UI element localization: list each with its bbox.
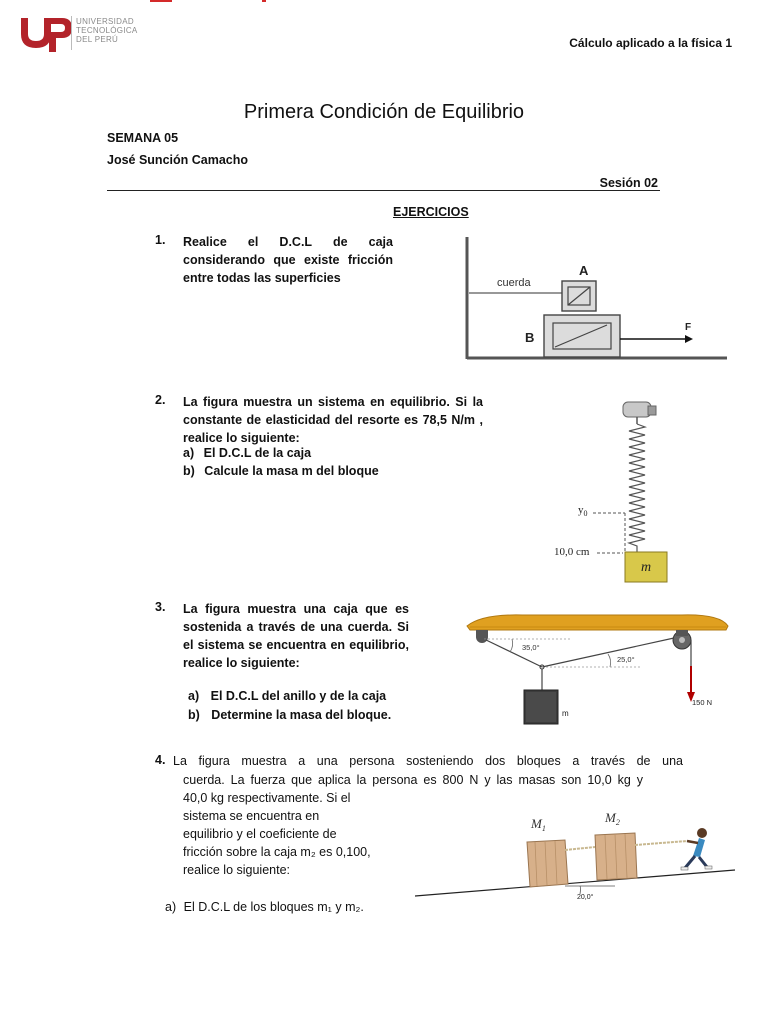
exercise-2-item-b [183,464,379,478]
top-edge-mark [150,0,172,2]
force-150n-label: 150 N [692,698,713,707]
exercise-4-item-a [165,900,364,914]
exercise-4-item-a-letter: a) [165,900,177,914]
logo-text-line-2: TECNOLÓGICA [76,26,138,35]
exercise-1-number: 1. [155,233,166,247]
logo-text-line-1: UNIVERSIDAD [76,17,134,26]
m2-label: $M_2$ [605,810,620,827]
exercise-4-line-5: equilibrio y el coeficiente de [183,827,337,841]
session-label: Sesión 02 [599,176,658,190]
exercise-3-figure [462,606,732,736]
exercise-3-item-a [188,689,386,703]
exercise-2-item-b-letter: b) [183,464,195,478]
exercise-4-line-2: cuerda. La fuerza que aplica la persona es 800 N y las masas son 10,0 kg y [183,773,643,787]
author-name: José Sunción Camacho [107,153,249,167]
distance-label: 10,0 cm [554,546,590,558]
person-figure [681,828,712,870]
rope-label: cuerda [497,277,531,289]
week-label: SEMANA 05 [107,131,179,145]
exercise-4-text [173,752,683,771]
exercise-3-item-a-text: El D.C.L del anillo y de la caja [210,689,387,703]
exercise-2-figure [545,396,680,586]
exercise-2-item-b-text: Calcule la masa m del bloque [204,464,379,478]
exercise-3-item-b-text: Determine la masa del bloque. [211,708,392,722]
exercise-1-figure [455,235,730,375]
utp-logo-mark-icon [18,14,74,54]
section-heading: EJERCICIOS [393,205,469,219]
exercise-3-item-b-letter: b) [188,708,200,722]
exercise-3-item-a-letter: a) [188,689,200,703]
exercise-2-number: 2. [155,393,166,407]
incline-angle-label: 20,0° [577,894,594,901]
exercise-4-item-a-text: El D.C.L de los bloques m₁ y m₂. [183,900,364,914]
exercise-2-item-a-text: El D.C.L de la caja [203,446,312,460]
exercise-4-line-4: sistema se encuentra en [183,809,320,823]
header-rule [107,190,660,191]
exercise-3-text: La figura muestra una caja que es sostenida a través de una cuerda. Si el sistema se encuentra en equilibrio, realice lo siguiente: [183,602,409,670]
y0-label: $y_0$ [578,504,588,518]
exercise-4-line-7: realice lo siguiente: [183,863,291,877]
exercise-4-figure [415,800,737,910]
m1-label: $M_1$ [531,816,546,833]
page-title: Primera Condición de Equilibrio [243,101,525,123]
mass-m-label: m [641,560,652,575]
logo-text-line-3: DEL PERÚ [76,35,119,44]
utp-logo [18,14,138,54]
exercise-3-item-b [188,708,391,722]
block-b-label: B [525,330,535,345]
course-title: Cálculo aplicado a la física 1 [569,36,732,50]
force-f-label: F [685,322,692,333]
top-edge-mark-2 [262,0,266,2]
exercise-1-text: Realice el D.C.L de caja considerando que existe fricción entre todas las superficies [183,235,393,285]
exercise-3-number: 3. [155,600,166,614]
exercise-4-line-1: La figura muestra a una persona sosteniendo dos bloques a través de una [173,754,683,768]
exercise-2-item-a [183,446,311,460]
angle-25-label: 25,0° [617,655,635,664]
block-a-label: A [579,263,589,278]
exercise-3-mass-label: m [562,709,569,718]
exercise-2-text: La figura muestra un sistema en equilibrio. Si la constante de elasticidad del resorte es 78,5 N/m , realice lo siguiente: [183,395,483,445]
angle-35-label: 35,0° [522,643,540,652]
exercise-4-number: 4. [155,753,166,767]
exercise-2-item-a-letter: a) [183,446,195,460]
exercise-4-line-3: 40,0 kg respectivamente. Si el [183,791,351,805]
exercise-4-line-6: fricción sobre la caja m₂ es 0,100, [183,845,371,859]
